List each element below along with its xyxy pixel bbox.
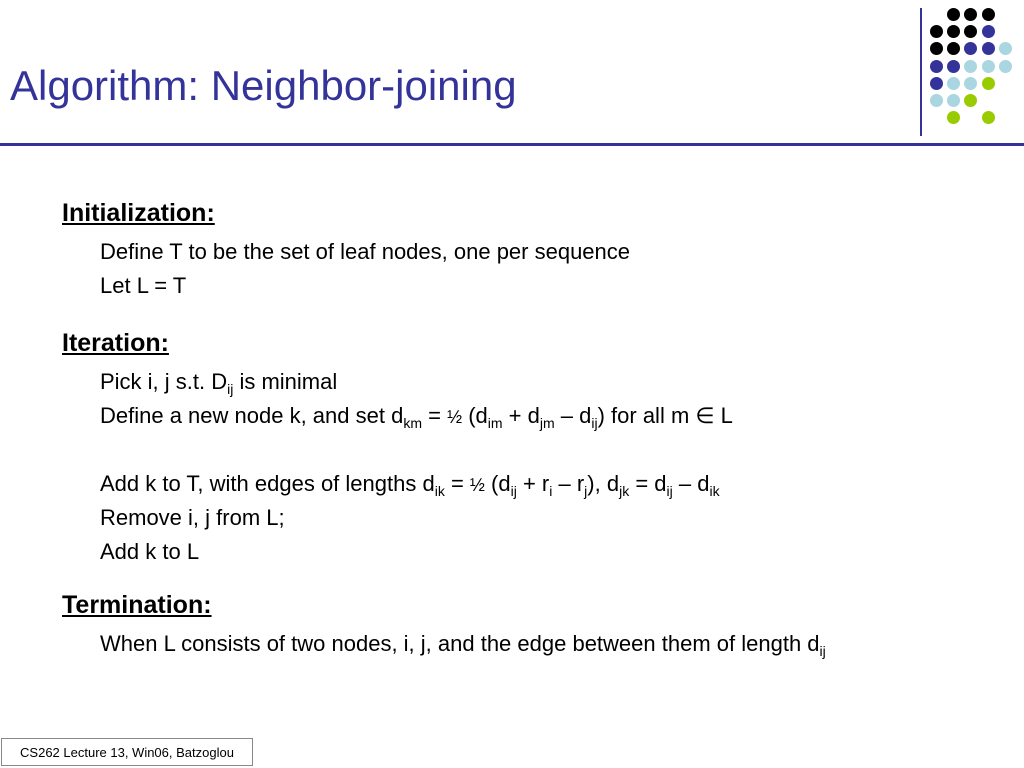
- title-underline-rule: [0, 143, 1024, 146]
- iter-line-remove: Remove i, j from L;: [100, 505, 285, 530]
- decorative-dot: [964, 77, 977, 90]
- decorative-dot: [964, 8, 977, 21]
- termination-heading: Termination:: [62, 591, 212, 619]
- decorative-dot: [982, 77, 995, 90]
- decorative-dot: [947, 42, 960, 55]
- decorative-dot: [982, 8, 995, 21]
- decorative-dot: [947, 111, 960, 124]
- term-line: When L consists of two nodes, i, j, and the edge between them of length $d_{ij}$: [100, 631, 826, 659]
- init-line-define-t: Define T to be the set of leaf nodes, one per sequence: [100, 239, 631, 264]
- decorative-dot: [964, 94, 977, 107]
- iter-line-pick-ij: Pick i, j s.t. $D_{ij}$ is minimal: [100, 369, 338, 397]
- decorative-dot: [947, 77, 960, 90]
- slide-title: Algorithm: Neighbor-joining: [10, 62, 517, 109]
- iter-line-define-node-k: Define a new node k, and set $d_{km}$ = ½ $(d_{im} + d_{jm} - d_{ij})$ for all m ∈ L: [100, 403, 733, 431]
- decorative-dot: [947, 94, 960, 107]
- decorative-vertical-rule: [920, 8, 922, 136]
- decorative-dot: [930, 42, 943, 55]
- decorative-dot: [947, 25, 960, 38]
- decorative-dot: [947, 8, 960, 21]
- decorative-dot: [999, 42, 1012, 55]
- decorative-dot: [964, 60, 977, 73]
- decorative-dot: [999, 60, 1012, 73]
- iter-line-add-k: Add k to L: [100, 539, 200, 564]
- decorative-dot: [930, 94, 943, 107]
- slide-body: [62, 195, 1002, 661]
- decorative-dot: [947, 60, 960, 73]
- iteration-heading: Iteration:: [62, 329, 169, 357]
- decorative-dot: [982, 25, 995, 38]
- initialization-heading: Initialization:: [62, 199, 215, 227]
- decorative-dot: [964, 25, 977, 38]
- decorative-dot: [982, 42, 995, 55]
- decorative-dot: [982, 60, 995, 73]
- decorative-dot: [930, 25, 943, 38]
- decorative-dot: [930, 60, 943, 73]
- decorative-dot: [964, 42, 977, 55]
- iter-line-add-edges: Add k to T, with edges of lengths $d_{ik}$ = ½ $(d_{ij} + r_i - r_j)$, $d_{jk} = d_{ij} - d_{ik}$: [100, 471, 720, 499]
- decorative-dot: [930, 77, 943, 90]
- slide-footer: CS262 Lecture 13, Win06, Batzoglou: [1, 738, 253, 766]
- decorative-dot: [982, 111, 995, 124]
- init-line-let-l: Let L = T: [100, 273, 187, 298]
